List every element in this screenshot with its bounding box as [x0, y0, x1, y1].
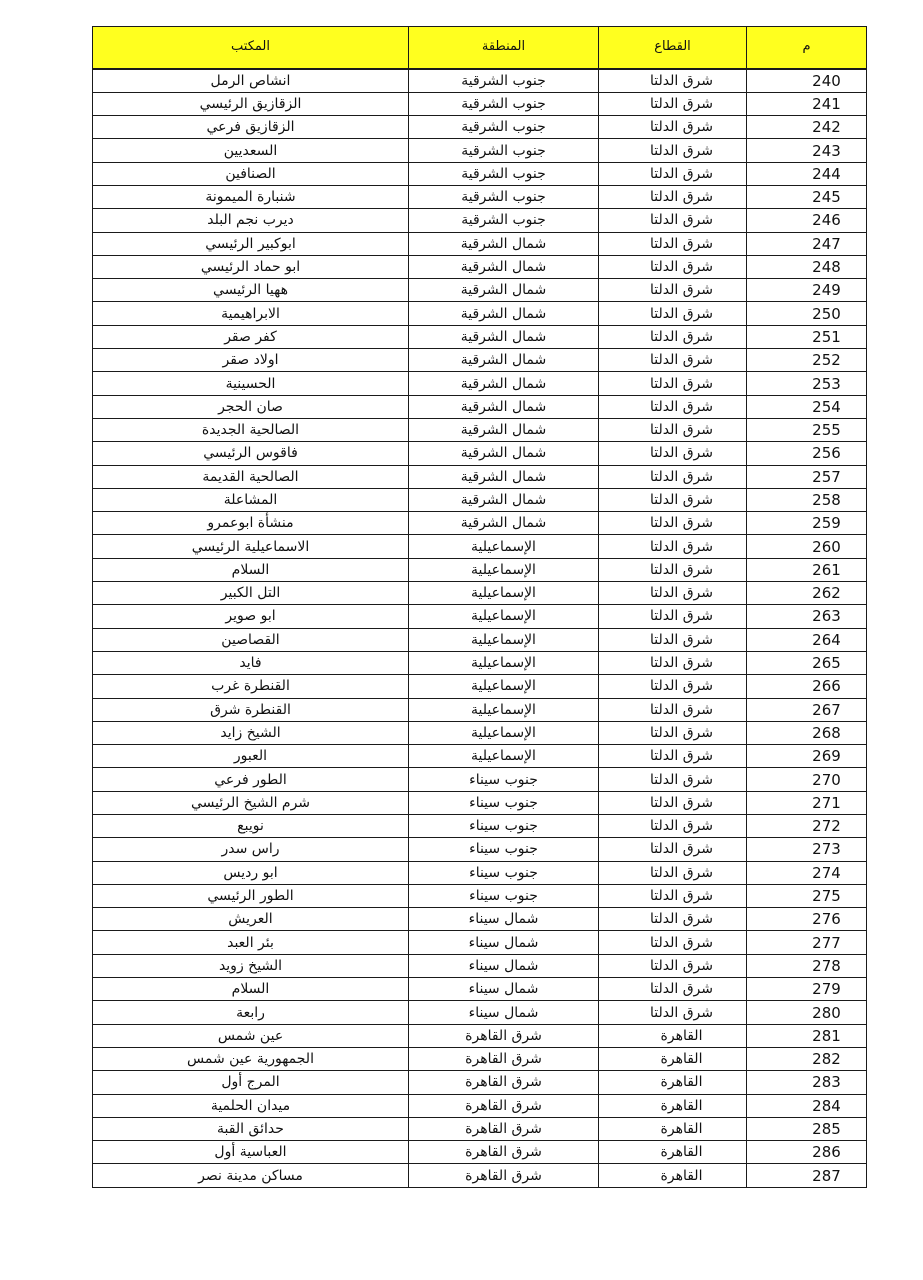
region-cell: الإسماعيلية: [409, 651, 599, 674]
sector-cell: شرق الدلتا: [599, 232, 747, 255]
number-cell: 280: [747, 1001, 867, 1024]
office-cell: فايد: [93, 651, 409, 674]
sector-cell: شرق الدلتا: [599, 582, 747, 605]
region-cell: جنوب الشرقية: [409, 185, 599, 208]
number-cell: 251: [747, 325, 867, 348]
number-cell: 252: [747, 349, 867, 372]
table-row: [93, 582, 867, 605]
number-cell: 286: [747, 1141, 867, 1164]
table-row: [93, 279, 867, 302]
sector-cell: القاهرة: [599, 1094, 747, 1117]
office-cell: القنطرة غرب: [93, 675, 409, 698]
number-cell: 275: [747, 884, 867, 907]
office-cell: الطور الرئيسي: [93, 884, 409, 907]
sector-cell: شرق الدلتا: [599, 488, 747, 511]
region-cell: شمال سيناء: [409, 931, 599, 954]
table-row: [93, 1071, 867, 1094]
region-cell: الإسماعيلية: [409, 628, 599, 651]
number-cell: 283: [747, 1071, 867, 1094]
number-cell: 284: [747, 1094, 867, 1117]
office-cell: صان الحجر: [93, 395, 409, 418]
number-cell: 245: [747, 185, 867, 208]
region-cell: الإسماعيلية: [409, 675, 599, 698]
header-region: المنطقة: [409, 27, 599, 69]
number-cell: 258: [747, 488, 867, 511]
office-cell: العريش: [93, 908, 409, 931]
table-row: [93, 488, 867, 511]
sector-cell: شرق الدلتا: [599, 745, 747, 768]
office-cell: القصاصين: [93, 628, 409, 651]
region-cell: شمال الشرقية: [409, 255, 599, 278]
office-cell: انشاص الرمل: [93, 69, 409, 93]
sector-cell: شرق الدلتا: [599, 535, 747, 558]
table-row: [93, 1001, 867, 1024]
region-cell: الإسماعيلية: [409, 582, 599, 605]
region-cell: شمال الشرقية: [409, 325, 599, 348]
number-cell: 270: [747, 768, 867, 791]
sector-cell: شرق الدلتا: [599, 978, 747, 1001]
office-cell: الصنافين: [93, 162, 409, 185]
sector-cell: شرق الدلتا: [599, 69, 747, 93]
region-cell: شمال الشرقية: [409, 349, 599, 372]
region-cell: جنوب الشرقية: [409, 69, 599, 93]
office-cell: اولاد صقر: [93, 349, 409, 372]
number-cell: 281: [747, 1024, 867, 1047]
office-cell: ابوكبير الرئيسي: [93, 232, 409, 255]
sector-cell: القاهرة: [599, 1047, 747, 1070]
office-cell: بئر العبد: [93, 931, 409, 954]
number-cell: 259: [747, 512, 867, 535]
sector-cell: شرق الدلتا: [599, 116, 747, 139]
region-cell: الإسماعيلية: [409, 535, 599, 558]
region-cell: شرق القاهرة: [409, 1071, 599, 1094]
number-cell: 262: [747, 582, 867, 605]
table-row: [93, 605, 867, 628]
region-cell: شمال الشرقية: [409, 418, 599, 441]
sector-cell: شرق الدلتا: [599, 768, 747, 791]
sector-cell: شرق الدلتا: [599, 815, 747, 838]
table-row: [93, 675, 867, 698]
region-cell: شرق القاهرة: [409, 1164, 599, 1187]
number-cell: 268: [747, 721, 867, 744]
number-cell: 250: [747, 302, 867, 325]
office-cell: العبور: [93, 745, 409, 768]
number-cell: 261: [747, 558, 867, 581]
table-row: [93, 232, 867, 255]
sector-cell: شرق الدلتا: [599, 791, 747, 814]
number-cell: 285: [747, 1117, 867, 1140]
sector-cell: شرق الدلتا: [599, 255, 747, 278]
office-cell: الزقازيق فرعي: [93, 116, 409, 139]
region-cell: شمال الشرقية: [409, 465, 599, 488]
region-cell: شمال الشرقية: [409, 372, 599, 395]
sector-cell: شرق الدلتا: [599, 302, 747, 325]
sector-cell: القاهرة: [599, 1164, 747, 1187]
office-cell: مساكن مدينة نصر: [93, 1164, 409, 1187]
table-row: [93, 931, 867, 954]
office-cell: العباسية أول: [93, 1141, 409, 1164]
office-cell: الحسينية: [93, 372, 409, 395]
number-cell: 246: [747, 209, 867, 232]
office-cell: المشاعلة: [93, 488, 409, 511]
office-cell: السعديين: [93, 139, 409, 162]
header-row: [93, 27, 867, 69]
table-row: [93, 209, 867, 232]
table-row: [93, 838, 867, 861]
sector-cell: شرق الدلتا: [599, 954, 747, 977]
table-row: [93, 349, 867, 372]
office-cell: نويبع: [93, 815, 409, 838]
sector-cell: شرق الدلتا: [599, 349, 747, 372]
table-row: [93, 116, 867, 139]
table-row: [93, 1117, 867, 1140]
number-cell: 256: [747, 442, 867, 465]
number-cell: 254: [747, 395, 867, 418]
office-cell: الشيخ زايد: [93, 721, 409, 744]
region-cell: شمال سيناء: [409, 908, 599, 931]
region-cell: جنوب الشرقية: [409, 162, 599, 185]
region-cell: شرق القاهرة: [409, 1117, 599, 1140]
region-cell: شرق القاهرة: [409, 1047, 599, 1070]
office-cell: الصالحية الجديدة: [93, 418, 409, 441]
region-cell: شمال الشرقية: [409, 442, 599, 465]
table-row: [93, 815, 867, 838]
sector-cell: شرق الدلتا: [599, 418, 747, 441]
office-cell: السلام: [93, 558, 409, 581]
table-row: [93, 139, 867, 162]
office-cell: شنبارة الميمونة: [93, 185, 409, 208]
table-row: [93, 185, 867, 208]
table-row: [93, 791, 867, 814]
office-cell: الاسماعيلية الرئيسي: [93, 535, 409, 558]
region-cell: شمال الشرقية: [409, 302, 599, 325]
table-row: [93, 745, 867, 768]
office-cell: كفر صقر: [93, 325, 409, 348]
sector-cell: شرق الدلتا: [599, 325, 747, 348]
number-cell: 279: [747, 978, 867, 1001]
number-cell: 272: [747, 815, 867, 838]
sector-cell: شرق الدلتا: [599, 628, 747, 651]
table-row: [93, 372, 867, 395]
sector-cell: شرق الدلتا: [599, 279, 747, 302]
sector-cell: شرق الدلتا: [599, 162, 747, 185]
office-cell: راس سدر: [93, 838, 409, 861]
office-cell: ابو حماد الرئيسي: [93, 255, 409, 278]
sector-cell: شرق الدلتا: [599, 465, 747, 488]
region-cell: شرق القاهرة: [409, 1094, 599, 1117]
number-cell: 260: [747, 535, 867, 558]
number-cell: 244: [747, 162, 867, 185]
number-cell: 267: [747, 698, 867, 721]
region-cell: جنوب سيناء: [409, 768, 599, 791]
office-cell: القنطرة شرق: [93, 698, 409, 721]
office-cell: شرم الشيخ الرئيسي: [93, 791, 409, 814]
region-cell: شمال الشرقية: [409, 512, 599, 535]
region-cell: جنوب سيناء: [409, 884, 599, 907]
region-cell: شمال سيناء: [409, 1001, 599, 1024]
number-cell: 248: [747, 255, 867, 278]
region-cell: الإسماعيلية: [409, 558, 599, 581]
table-row: [93, 442, 867, 465]
number-cell: 278: [747, 954, 867, 977]
header-office: المكتب: [93, 27, 409, 69]
table-row: [93, 558, 867, 581]
number-cell: 255: [747, 418, 867, 441]
offices-table: [92, 26, 867, 1188]
region-cell: شمال سيناء: [409, 954, 599, 977]
sector-cell: شرق الدلتا: [599, 372, 747, 395]
table-row: [93, 884, 867, 907]
sector-cell: شرق الدلتا: [599, 721, 747, 744]
sector-cell: شرق الدلتا: [599, 512, 747, 535]
region-cell: شمال الشرقية: [409, 232, 599, 255]
office-cell: عين شمس: [93, 1024, 409, 1047]
table-row: [93, 1141, 867, 1164]
region-cell: الإسماعيلية: [409, 745, 599, 768]
sector-cell: شرق الدلتا: [599, 908, 747, 931]
number-cell: 282: [747, 1047, 867, 1070]
number-cell: 277: [747, 931, 867, 954]
number-cell: 249: [747, 279, 867, 302]
region-cell: جنوب الشرقية: [409, 209, 599, 232]
table-row: [93, 954, 867, 977]
table-row: [93, 92, 867, 115]
region-cell: جنوب سيناء: [409, 861, 599, 884]
number-cell: 247: [747, 232, 867, 255]
table-row: [93, 978, 867, 1001]
region-cell: شمال سيناء: [409, 978, 599, 1001]
number-cell: 287: [747, 1164, 867, 1187]
number-cell: 271: [747, 791, 867, 814]
region-cell: جنوب الشرقية: [409, 139, 599, 162]
sector-cell: شرق الدلتا: [599, 605, 747, 628]
number-cell: 243: [747, 139, 867, 162]
sector-cell: شرق الدلتا: [599, 395, 747, 418]
region-cell: الإسماعيلية: [409, 605, 599, 628]
sector-cell: القاهرة: [599, 1024, 747, 1047]
table-row: [93, 908, 867, 931]
region-cell: الإسماعيلية: [409, 721, 599, 744]
office-cell: التل الكبير: [93, 582, 409, 605]
sector-cell: شرق الدلتا: [599, 884, 747, 907]
sector-cell: شرق الدلتا: [599, 185, 747, 208]
office-cell: ميدان الحلمية: [93, 1094, 409, 1117]
header-number: م: [747, 27, 867, 69]
sector-cell: القاهرة: [599, 1117, 747, 1140]
sector-cell: شرق الدلتا: [599, 209, 747, 232]
office-cell: الشيخ زويد: [93, 954, 409, 977]
table-row: [93, 512, 867, 535]
office-cell: منشأة ابوعمرو: [93, 512, 409, 535]
sector-cell: القاهرة: [599, 1071, 747, 1094]
table-row: [93, 395, 867, 418]
sector-cell: شرق الدلتا: [599, 442, 747, 465]
table-row: [93, 698, 867, 721]
number-cell: 276: [747, 908, 867, 931]
sector-cell: شرق الدلتا: [599, 698, 747, 721]
office-cell: الزقازيق الرئيسي: [93, 92, 409, 115]
office-cell: فاقوس الرئيسي: [93, 442, 409, 465]
table-row: [93, 1164, 867, 1187]
header-sector: القطاع: [599, 27, 747, 69]
number-cell: 265: [747, 651, 867, 674]
sector-cell: شرق الدلتا: [599, 1001, 747, 1024]
sector-cell: شرق الدلتا: [599, 675, 747, 698]
table-row: [93, 418, 867, 441]
region-cell: الإسماعيلية: [409, 698, 599, 721]
table-row: [93, 302, 867, 325]
table-header: [93, 27, 867, 69]
sector-cell: شرق الدلتا: [599, 861, 747, 884]
table-row: [93, 721, 867, 744]
table-row: [93, 651, 867, 674]
sector-cell: شرق الدلتا: [599, 838, 747, 861]
table-row: [93, 1047, 867, 1070]
sector-cell: القاهرة: [599, 1141, 747, 1164]
table-row: [93, 465, 867, 488]
table-row: [93, 255, 867, 278]
office-cell: ديرب نجم البلد: [93, 209, 409, 232]
number-cell: 240: [747, 69, 867, 93]
region-cell: جنوب سيناء: [409, 838, 599, 861]
office-cell: السلام: [93, 978, 409, 1001]
number-cell: 263: [747, 605, 867, 628]
region-cell: شرق القاهرة: [409, 1024, 599, 1047]
region-cell: جنوب الشرقية: [409, 92, 599, 115]
table-row: [93, 861, 867, 884]
number-cell: 266: [747, 675, 867, 698]
office-cell: ابو رديس: [93, 861, 409, 884]
office-cell: ابو صوير: [93, 605, 409, 628]
table-row: [93, 768, 867, 791]
table-row: [93, 325, 867, 348]
number-cell: 253: [747, 372, 867, 395]
number-cell: 264: [747, 628, 867, 651]
office-cell: الجمهورية عين شمس: [93, 1047, 409, 1070]
sector-cell: شرق الدلتا: [599, 558, 747, 581]
number-cell: 257: [747, 465, 867, 488]
sector-cell: شرق الدلتا: [599, 931, 747, 954]
offices-sheet: [92, 26, 866, 1188]
table-row: [93, 628, 867, 651]
office-cell: الطور فرعي: [93, 768, 409, 791]
region-cell: جنوب سيناء: [409, 815, 599, 838]
number-cell: 274: [747, 861, 867, 884]
region-cell: جنوب الشرقية: [409, 116, 599, 139]
sector-cell: شرق الدلتا: [599, 651, 747, 674]
office-cell: الابراهيمية: [93, 302, 409, 325]
office-cell: حدائق القبة: [93, 1117, 409, 1140]
number-cell: 269: [747, 745, 867, 768]
table-row: [93, 535, 867, 558]
table-row: [93, 1094, 867, 1117]
office-cell: المرج أول: [93, 1071, 409, 1094]
table-row: [93, 69, 867, 93]
region-cell: شرق القاهرة: [409, 1141, 599, 1164]
table-body: [93, 69, 867, 1188]
number-cell: 242: [747, 116, 867, 139]
sector-cell: شرق الدلتا: [599, 92, 747, 115]
office-cell: ههيا الرئيسي: [93, 279, 409, 302]
table-row: [93, 1024, 867, 1047]
office-cell: الصالحية القديمة: [93, 465, 409, 488]
table-row: [93, 162, 867, 185]
number-cell: 273: [747, 838, 867, 861]
region-cell: شمال الشرقية: [409, 488, 599, 511]
region-cell: جنوب سيناء: [409, 791, 599, 814]
sector-cell: شرق الدلتا: [599, 139, 747, 162]
region-cell: شمال الشرقية: [409, 395, 599, 418]
region-cell: شمال الشرقية: [409, 279, 599, 302]
office-cell: رابعة: [93, 1001, 409, 1024]
number-cell: 241: [747, 92, 867, 115]
